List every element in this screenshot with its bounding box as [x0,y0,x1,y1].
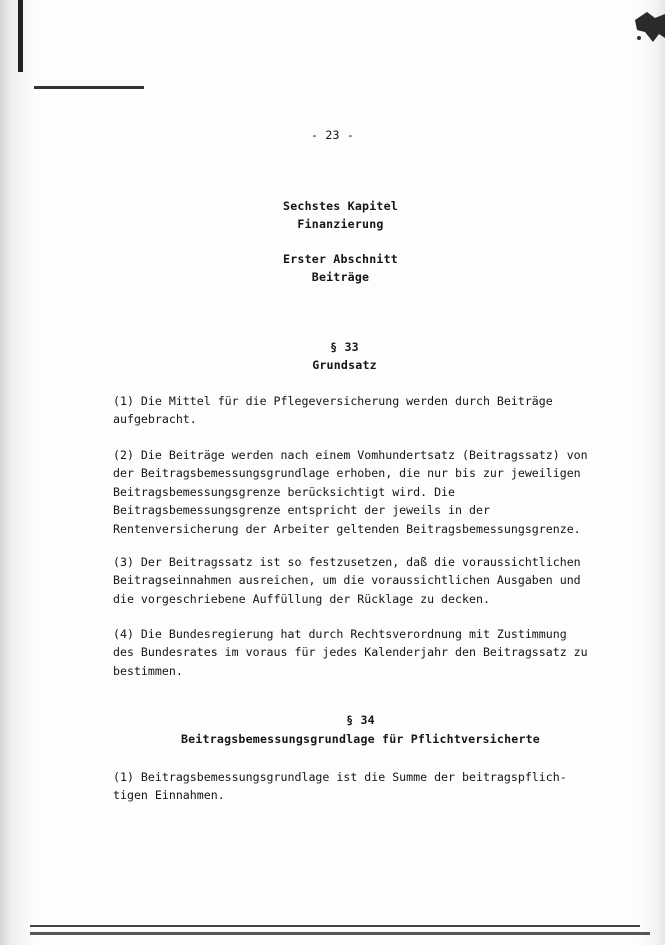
page-number: - 23 - [310,128,355,142]
paragraph-33-number: § 33 [330,340,359,354]
text-line: (1) Die Mittel für die Pflegeversicherung werden durch Beiträge [113,394,553,408]
paragraph-33-subsection-3 [113,553,608,608]
scan-splotch-icon [625,8,665,48]
text-line: die vorgeschriebene Auffüllung der Rücklage zu decken. [113,591,490,606]
text-line: (2) Die Beiträge werden nach einem Vomhundertsatz (Beitragssatz) von [113,448,588,462]
paragraph-34-subsection-1 [113,768,608,805]
paragraph-33-title: Grundsatz [312,358,377,372]
scan-mark-bottom-2 [30,932,650,935]
scan-mark-top [34,86,144,89]
paragraph-34-title: Beitragsbemessungsgrundlage für Pflichtversicherte [180,732,540,746]
text-line: aufgebracht. [113,412,197,427]
scan-mark-bottom [30,925,640,927]
scan-mark-left [18,0,23,72]
paragraph-33-subsection-2 [113,446,608,538]
text-line: (1) Beitragsbemessungsgrundlage ist die Summe der beitragspflich- [113,770,567,784]
chapter-number: Sechstes Kapitel [283,199,398,213]
text-line: (4) Die Bundesregierung hat durch Rechtsverordnung mit Zustimmung [113,627,567,641]
text-line: Beitragsbemessungsgrenze berücksichtigt wird. Die [113,484,456,499]
paragraph-33-subsection-4 [113,625,608,680]
text-line: Rentenversicherung der Arbeiter geltenden Beitragsbemessungsgrenze. [113,521,581,536]
chapter-title: Finanzierung [297,217,384,231]
paragraph-34-number: § 34 [346,713,375,727]
text-line: bestimmen. [113,663,183,678]
text-line: des Bundesrates im voraus für jedes Kalenderjahr den Beitragssatz zu [113,645,588,660]
paragraph-33-subsection-1 [113,392,608,429]
text-line: (3) Der Beitragssatz ist so festzusetzen, daß die voraussichtlichen [113,555,581,569]
text-line: Beitragsbemessungsgrenze entspricht der jeweils in der [113,503,490,518]
section-number: Erster Abschnitt [283,252,398,266]
text-line: Beitragseinnahmen ausreichen, um die voraussichtlichen Ausgaben und [113,573,581,588]
section-title: Beiträge [311,270,370,284]
text-line: tigen Einnahmen. [113,788,225,803]
text-line: der Beitragsbemessungsgrundlage erhoben, die nur bis zur jeweiligen [113,466,581,481]
